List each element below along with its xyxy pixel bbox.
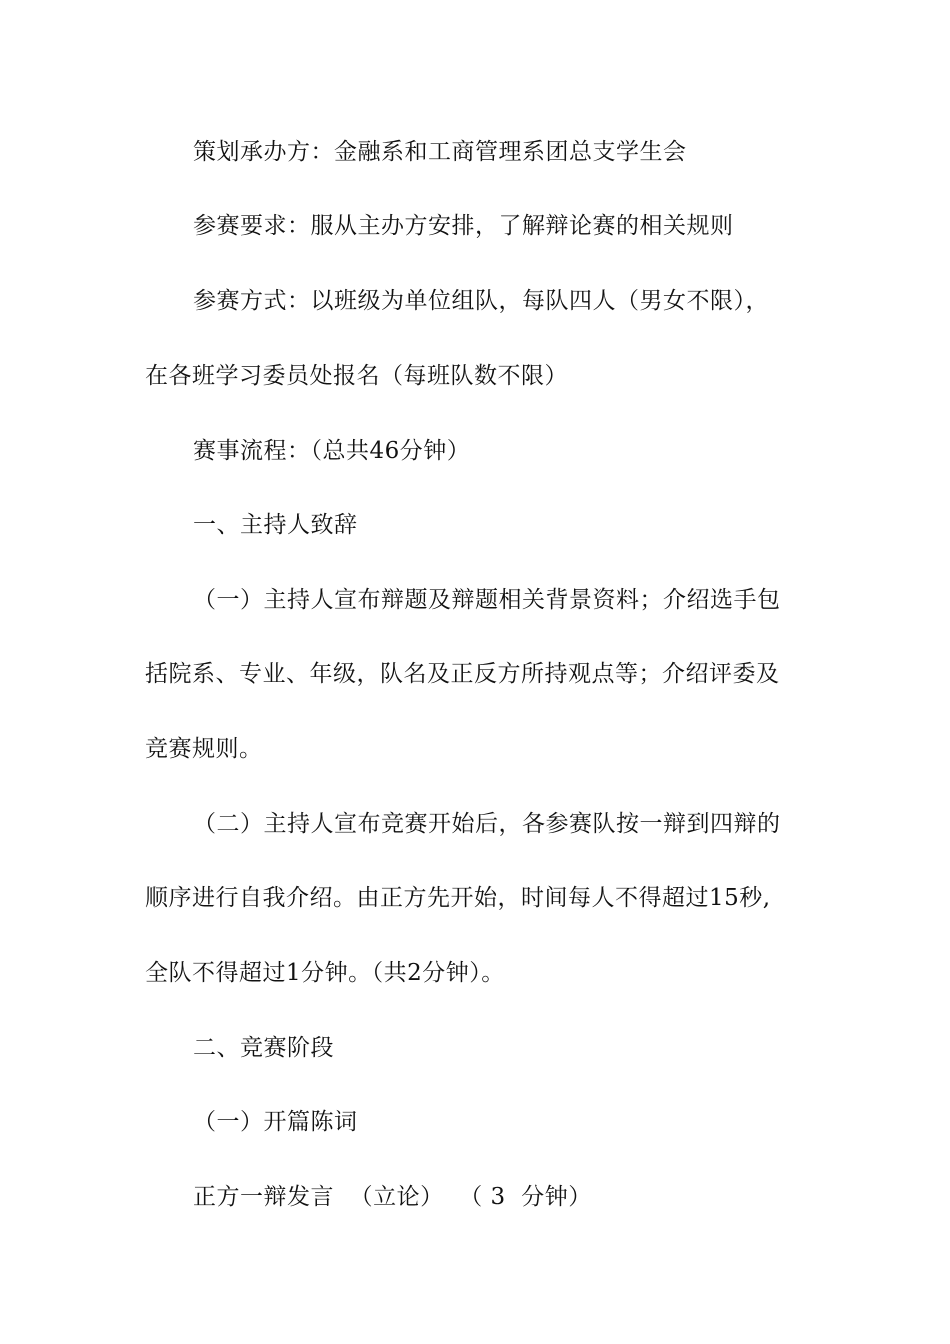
method-line: 参赛方式：以班级为单位组队，每队四人（男女不限），: [193, 288, 769, 314]
section-two-heading: 二、竞赛阶段: [193, 1035, 334, 1061]
paragraph-1-line-3: 竞赛规则。: [145, 736, 263, 762]
subsection-opening: （一）开篇陈词: [193, 1109, 358, 1135]
speaker-line: 正方一辩发言 （立论） （ 3 分钟）: [193, 1184, 592, 1210]
paragraph-1-line-2: 括院系、专业、年级，队名及正反方所持观点等；介绍评委及: [145, 661, 780, 687]
organizer-line: 策划承办方：金融系和工商管理系团总支学生会: [193, 139, 687, 165]
requirement-line: 参赛要求：服从主办方安排，了解辩论赛的相关规则: [193, 213, 734, 239]
process-heading: 赛事流程：（总共46分钟）: [193, 438, 471, 464]
paragraph-2-line-1: （二）主持人宣布竞赛开始后，各参赛队按一辩到四辩的: [193, 811, 781, 837]
registration-line: 在各班学习委员处报名（每班队数不限）: [145, 363, 568, 389]
paragraph-2-line-3: 全队不得超过1分钟。（共2分钟）。: [145, 960, 505, 986]
paragraph-1-line-1: （一）主持人宣布辩题及辩题相关背景资料；介绍选手包: [193, 587, 781, 613]
paragraph-2-line-2: 顺序进行自我介绍。由正方先开始，时间每人不得超过15秒,: [145, 885, 771, 911]
section-one-heading: 一、主持人致辞: [193, 512, 358, 538]
